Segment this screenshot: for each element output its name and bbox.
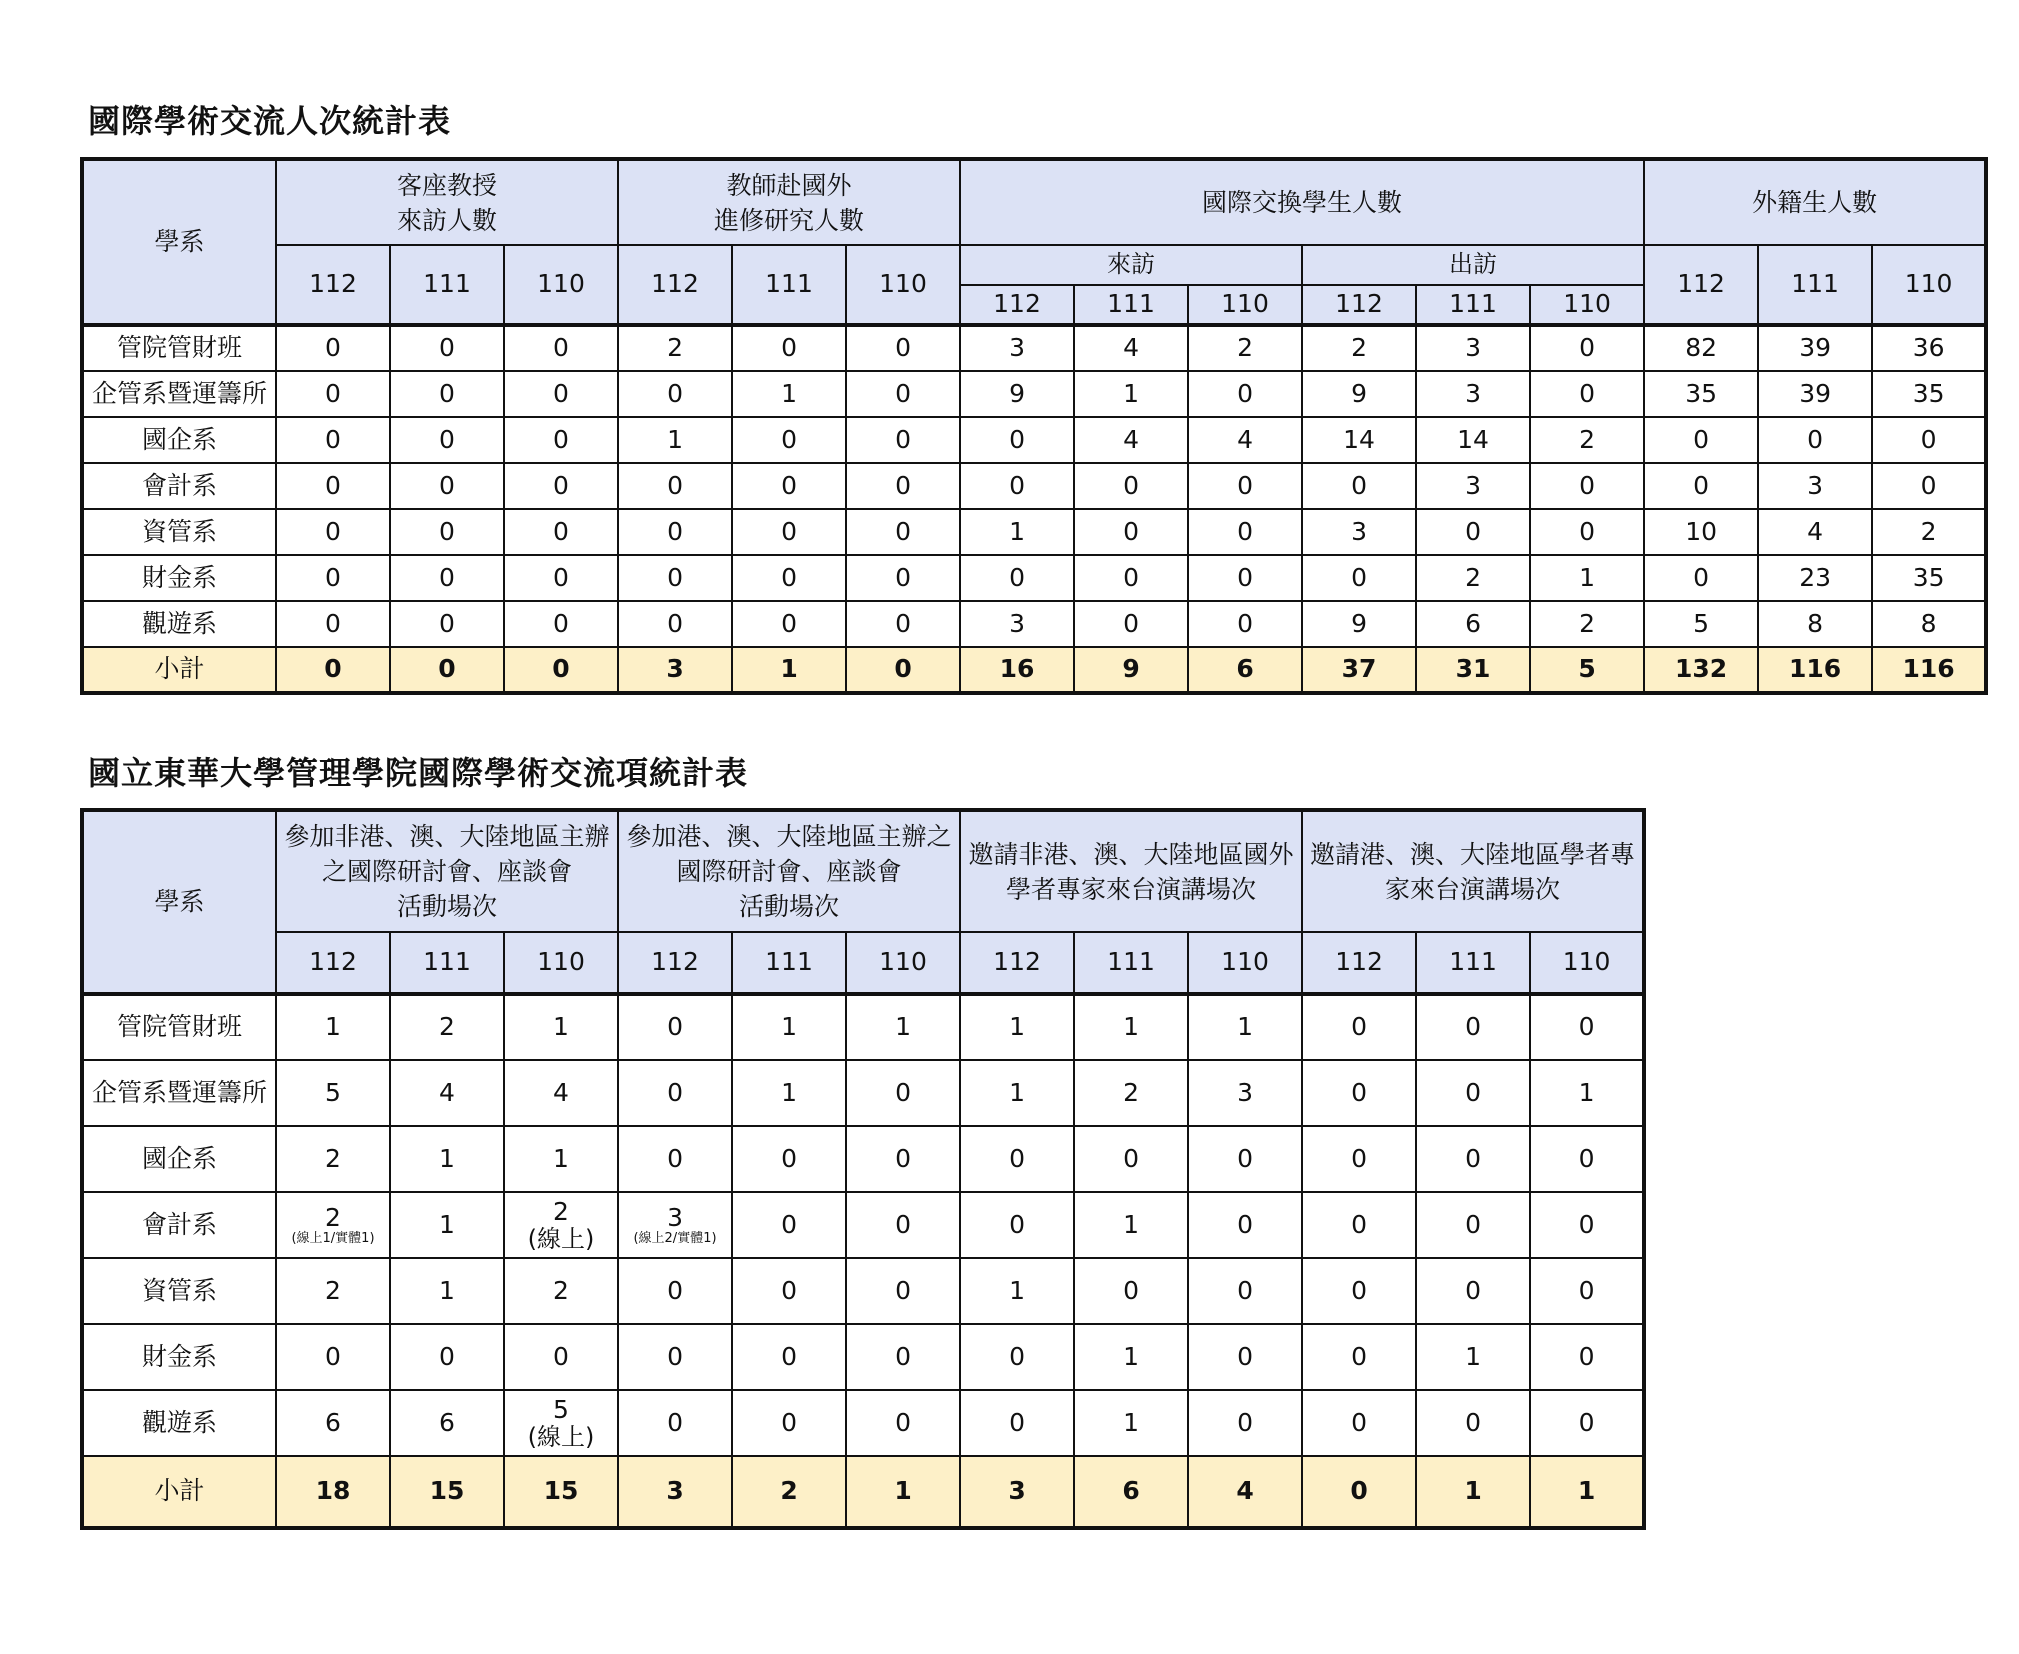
value-cell: 1 xyxy=(1416,1324,1530,1390)
dept-cell: 管院管財班 xyxy=(82,994,276,1060)
dept-cell: 會計系 xyxy=(82,463,276,509)
year-header: 110 xyxy=(504,932,618,994)
value-cell: 0 xyxy=(1302,994,1416,1060)
value-cell: 0 xyxy=(1188,463,1302,509)
total-cell: 0 xyxy=(846,647,960,693)
value-cell: 0 xyxy=(732,601,846,647)
value-cell: 0 xyxy=(390,555,504,601)
subgroup-header: 出訪 xyxy=(1302,245,1644,285)
value-cell: 0 xyxy=(960,417,1074,463)
value-cell: 0 xyxy=(846,555,960,601)
value-note: (線上2/實體1) xyxy=(633,1230,717,1246)
value-cell: 0 xyxy=(1302,1192,1416,1258)
total-cell: 18 xyxy=(276,1456,390,1528)
value-cell: 0 xyxy=(390,601,504,647)
value-cell: 0 xyxy=(1302,1324,1416,1390)
value-cell: 0 xyxy=(1416,1060,1530,1126)
total-cell: 0 xyxy=(276,647,390,693)
value-cell: 0 xyxy=(618,601,732,647)
value-cell: 0 xyxy=(618,1258,732,1324)
year-header: 111 xyxy=(1074,932,1188,994)
group-header: 國際交換學生人數 xyxy=(960,159,1644,245)
value-cell: 0 xyxy=(1530,1126,1644,1192)
value-cell: 1 xyxy=(390,1258,504,1324)
value-cell: 3 xyxy=(1416,463,1530,509)
table-row xyxy=(82,555,1986,601)
value-cell: 23 xyxy=(1758,555,1872,601)
value-cell: 0 xyxy=(1530,371,1644,417)
year-header: 110 xyxy=(504,245,618,325)
value-cell: 5 xyxy=(276,1060,390,1126)
value-cell: 0 xyxy=(1758,417,1872,463)
value-cell: 3 xyxy=(960,601,1074,647)
total-cell: 6 xyxy=(1074,1456,1188,1528)
subgroup-header: 來訪 xyxy=(960,245,1302,285)
total-cell: 5 xyxy=(1530,647,1644,693)
value-cell: 0 xyxy=(960,555,1074,601)
value-cell: 0 xyxy=(1188,1258,1302,1324)
year-header: 112 xyxy=(960,932,1074,994)
value-cell: 0 xyxy=(504,325,618,371)
value-cell: 1 xyxy=(960,1060,1074,1126)
value-cell: 0 xyxy=(1644,555,1758,601)
total-label: 小計 xyxy=(82,1456,276,1528)
value-cell: 0 xyxy=(846,417,960,463)
value-cell: 0 xyxy=(846,371,960,417)
year-header: 112 xyxy=(1302,285,1416,325)
value-cell: 9 xyxy=(1302,371,1416,417)
year-header: 112 xyxy=(1302,932,1416,994)
table-row xyxy=(82,1060,1644,1126)
dept-cell: 管院管財班 xyxy=(82,325,276,371)
value-cell: 3 xyxy=(1416,325,1530,371)
value-cell: 0 xyxy=(1188,1126,1302,1192)
value-cell: 0 xyxy=(276,417,390,463)
value-cell: 0 xyxy=(1302,463,1416,509)
total-cell: 16 xyxy=(960,647,1074,693)
total-label: 小計 xyxy=(82,647,276,693)
value-cell xyxy=(504,1390,618,1456)
value-cell: 0 xyxy=(504,555,618,601)
year-header: 110 xyxy=(1530,285,1644,325)
table-row xyxy=(82,1258,1644,1324)
table-row xyxy=(82,1192,1644,1258)
value-cell: 0 xyxy=(846,1126,960,1192)
table-row xyxy=(82,371,1986,417)
group-header: 邀請非港、澳、大陸地區國外 學者專家來台演講場次 xyxy=(960,810,1302,932)
total-cell: 0 xyxy=(1302,1456,1416,1528)
year-header: 110 xyxy=(1188,932,1302,994)
value-text: 2 xyxy=(325,1203,341,1233)
value-cell: 1 xyxy=(1188,994,1302,1060)
value-cell: 0 xyxy=(1188,509,1302,555)
dept-cell: 財金系 xyxy=(82,555,276,601)
year-header: 110 xyxy=(846,932,960,994)
value-cell: 1 xyxy=(1074,371,1188,417)
value-cell: 0 xyxy=(1188,371,1302,417)
value-cell: 9 xyxy=(960,371,1074,417)
value-cell: 0 xyxy=(960,463,1074,509)
value-cell: 0 xyxy=(1302,1258,1416,1324)
value-cell: 0 xyxy=(732,1258,846,1324)
value-cell: 0 xyxy=(960,1390,1074,1456)
year-header: 112 xyxy=(276,932,390,994)
total-cell: 116 xyxy=(1872,647,1986,693)
value-cell: 6 xyxy=(276,1390,390,1456)
value-cell: 0 xyxy=(276,555,390,601)
year-header: 110 xyxy=(846,245,960,325)
value-cell: 1 xyxy=(390,1192,504,1258)
value-cell: 35 xyxy=(1872,555,1986,601)
value-cell: 0 xyxy=(1872,417,1986,463)
value-text: 5 xyxy=(553,1395,569,1425)
value-cell: 0 xyxy=(1416,1192,1530,1258)
value-cell xyxy=(618,1192,732,1258)
value-cell: 0 xyxy=(276,509,390,555)
value-cell: 0 xyxy=(618,555,732,601)
group-header: 客座教授 來訪人數 xyxy=(276,159,618,245)
value-cell: 0 xyxy=(390,417,504,463)
value-cell: 1 xyxy=(1074,1324,1188,1390)
table-row xyxy=(82,1126,1644,1192)
value-cell: 0 xyxy=(1188,1192,1302,1258)
total-row xyxy=(82,647,1986,693)
total-cell: 31 xyxy=(1416,647,1530,693)
value-cell: 0 xyxy=(1530,994,1644,1060)
total-cell: 37 xyxy=(1302,647,1416,693)
value-cell: 3 xyxy=(1302,509,1416,555)
value-cell: 0 xyxy=(1074,601,1188,647)
value-cell: 6 xyxy=(1416,601,1530,647)
value-cell: 0 xyxy=(618,1390,732,1456)
year-header: 112 xyxy=(618,932,732,994)
value-cell: 2 xyxy=(276,1126,390,1192)
value-cell: 2 xyxy=(1530,601,1644,647)
activity-count-table xyxy=(80,808,1646,1530)
value-cell: 0 xyxy=(504,371,618,417)
value-cell: 0 xyxy=(390,1324,504,1390)
total-row xyxy=(82,1456,1644,1528)
total-cell: 3 xyxy=(618,1456,732,1528)
value-cell: 0 xyxy=(732,509,846,555)
value-cell: 0 xyxy=(1188,1390,1302,1456)
year-header: 110 xyxy=(1530,932,1644,994)
value-cell xyxy=(504,1192,618,1258)
value-cell: 2 xyxy=(1188,325,1302,371)
value-cell: 14 xyxy=(1416,417,1530,463)
dept-header: 學系 xyxy=(82,159,276,325)
total-cell: 15 xyxy=(504,1456,618,1528)
value-cell: 0 xyxy=(276,601,390,647)
value-cell: 1 xyxy=(732,994,846,1060)
value-cell: 0 xyxy=(1188,555,1302,601)
total-cell: 116 xyxy=(1758,647,1872,693)
dept-cell: 資管系 xyxy=(82,509,276,555)
group-header: 參加港、澳、大陸地區主辦之 國際研討會、座談會 活動場次 xyxy=(618,810,960,932)
value-text: 2 xyxy=(553,1197,569,1227)
dept-cell: 觀遊系 xyxy=(82,601,276,647)
value-cell: 3 xyxy=(1188,1060,1302,1126)
value-cell: 0 xyxy=(846,509,960,555)
dept-header: 學系 xyxy=(82,810,276,994)
total-cell: 3 xyxy=(960,1456,1074,1528)
value-cell: 2 xyxy=(1872,509,1986,555)
group-header: 外籍生人數 xyxy=(1644,159,1986,245)
year-header: 111 xyxy=(390,245,504,325)
value-cell: 35 xyxy=(1872,371,1986,417)
value-cell: 0 xyxy=(732,1192,846,1258)
year-header: 111 xyxy=(732,245,846,325)
year-header: 111 xyxy=(390,932,504,994)
value-cell: 0 xyxy=(618,994,732,1060)
dept-cell: 觀遊系 xyxy=(82,1390,276,1456)
table-row xyxy=(82,1324,1644,1390)
group-header: 邀請港、澳、大陸地區學者專 家來台演講場次 xyxy=(1302,810,1644,932)
value-cell: 4 xyxy=(1758,509,1872,555)
table2-title: 國立東華大學管理學院國際學術交流項統計表 xyxy=(88,754,749,792)
dept-cell: 會計系 xyxy=(82,1192,276,1258)
value-text: 3 xyxy=(667,1203,683,1233)
total-cell: 1 xyxy=(1530,1456,1644,1528)
value-cell: 0 xyxy=(1644,463,1758,509)
value-cell: 0 xyxy=(1530,509,1644,555)
value-cell: 0 xyxy=(1530,325,1644,371)
value-cell: 0 xyxy=(1416,509,1530,555)
value-cell: 0 xyxy=(504,601,618,647)
value-cell: 0 xyxy=(846,1390,960,1456)
dept-cell: 國企系 xyxy=(82,1126,276,1192)
year-header: 111 xyxy=(1074,285,1188,325)
table1-title: 國際學術交流人次統計表 xyxy=(88,102,452,140)
value-cell: 4 xyxy=(390,1060,504,1126)
value-cell: 0 xyxy=(618,1126,732,1192)
value-cell: 0 xyxy=(276,1324,390,1390)
value-cell: 39 xyxy=(1758,371,1872,417)
value-note: (線上) xyxy=(527,1224,595,1253)
dept-cell: 財金系 xyxy=(82,1324,276,1390)
value-cell: 0 xyxy=(1644,417,1758,463)
value-cell: 3 xyxy=(1758,463,1872,509)
table-row xyxy=(82,509,1986,555)
dept-cell: 企管系暨運籌所 xyxy=(82,371,276,417)
table-row xyxy=(82,601,1986,647)
value-cell: 35 xyxy=(1644,371,1758,417)
value-cell: 0 xyxy=(276,325,390,371)
value-cell: 1 xyxy=(618,417,732,463)
value-note: (線上) xyxy=(527,1422,595,1451)
value-cell: 0 xyxy=(504,509,618,555)
value-cell: 0 xyxy=(1416,1258,1530,1324)
value-cell: 36 xyxy=(1872,325,1986,371)
value-cell: 1 xyxy=(960,509,1074,555)
value-cell: 0 xyxy=(1074,463,1188,509)
value-cell: 2 xyxy=(504,1258,618,1324)
value-cell: 3 xyxy=(960,325,1074,371)
total-cell: 9 xyxy=(1074,647,1188,693)
table-row xyxy=(82,1390,1644,1456)
value-cell: 4 xyxy=(1074,325,1188,371)
value-cell: 0 xyxy=(390,463,504,509)
value-cell: 0 xyxy=(1074,555,1188,601)
value-cell: 0 xyxy=(732,1390,846,1456)
value-cell: 14 xyxy=(1302,417,1416,463)
total-cell: 0 xyxy=(504,647,618,693)
total-cell: 6 xyxy=(1188,647,1302,693)
value-cell: 1 xyxy=(504,1126,618,1192)
total-cell: 132 xyxy=(1644,647,1758,693)
value-cell xyxy=(276,1192,390,1258)
value-cell: 0 xyxy=(1074,509,1188,555)
value-cell: 0 xyxy=(1416,1126,1530,1192)
value-cell: 1 xyxy=(1074,1192,1188,1258)
value-cell: 1 xyxy=(1074,1390,1188,1456)
dept-cell: 國企系 xyxy=(82,417,276,463)
dept-cell: 資管系 xyxy=(82,1258,276,1324)
value-cell: 82 xyxy=(1644,325,1758,371)
value-cell: 0 xyxy=(390,325,504,371)
value-cell: 0 xyxy=(846,463,960,509)
dept-cell: 企管系暨運籌所 xyxy=(82,1060,276,1126)
value-cell: 0 xyxy=(846,1060,960,1126)
value-cell: 0 xyxy=(1872,463,1986,509)
value-cell: 5 xyxy=(1644,601,1758,647)
total-cell: 4 xyxy=(1188,1456,1302,1528)
value-cell: 8 xyxy=(1758,601,1872,647)
year-header: 112 xyxy=(960,285,1074,325)
value-cell: 39 xyxy=(1758,325,1872,371)
total-cell: 0 xyxy=(390,647,504,693)
value-cell: 1 xyxy=(1530,1060,1644,1126)
value-cell: 0 xyxy=(390,371,504,417)
group-header: 參加非港、澳、大陸地區主辦 之國際研討會、座談會 活動場次 xyxy=(276,810,618,932)
value-cell: 2 xyxy=(1530,417,1644,463)
value-cell: 1 xyxy=(390,1126,504,1192)
value-cell: 0 xyxy=(276,371,390,417)
value-cell: 0 xyxy=(276,463,390,509)
table-row xyxy=(82,325,1986,371)
value-note: (線上1/實體1) xyxy=(291,1230,375,1246)
year-header: 110 xyxy=(1872,245,1986,325)
value-cell: 0 xyxy=(504,463,618,509)
value-cell: 0 xyxy=(732,1126,846,1192)
value-cell: 0 xyxy=(960,1324,1074,1390)
value-cell: 1 xyxy=(504,994,618,1060)
value-cell: 0 xyxy=(390,509,504,555)
value-cell: 0 xyxy=(618,463,732,509)
value-cell: 0 xyxy=(1302,555,1416,601)
value-cell: 0 xyxy=(504,1324,618,1390)
year-header: 112 xyxy=(276,245,390,325)
value-cell: 0 xyxy=(1416,994,1530,1060)
value-cell: 0 xyxy=(1530,1390,1644,1456)
value-cell: 9 xyxy=(1302,601,1416,647)
total-cell: 3 xyxy=(618,647,732,693)
value-cell: 2 xyxy=(1302,325,1416,371)
value-cell: 0 xyxy=(732,555,846,601)
value-cell: 0 xyxy=(732,325,846,371)
value-cell: 0 xyxy=(1302,1060,1416,1126)
value-cell: 0 xyxy=(846,325,960,371)
table-row xyxy=(82,417,1986,463)
value-cell: 0 xyxy=(1074,1258,1188,1324)
total-cell: 1 xyxy=(732,647,846,693)
value-cell: 1 xyxy=(846,994,960,1060)
value-cell: 8 xyxy=(1872,601,1986,647)
value-cell: 0 xyxy=(1188,601,1302,647)
value-cell: 4 xyxy=(1188,417,1302,463)
group-header: 教師赴國外 進修研究人數 xyxy=(618,159,960,245)
value-cell: 4 xyxy=(504,1060,618,1126)
value-cell: 0 xyxy=(618,371,732,417)
year-header: 111 xyxy=(1758,245,1872,325)
table-row xyxy=(82,994,1644,1060)
value-cell: 0 xyxy=(618,509,732,555)
value-cell: 1 xyxy=(960,994,1074,1060)
value-cell: 0 xyxy=(504,417,618,463)
total-cell: 15 xyxy=(390,1456,504,1528)
total-cell: 2 xyxy=(732,1456,846,1528)
value-cell: 0 xyxy=(732,1324,846,1390)
value-cell: 0 xyxy=(1416,1390,1530,1456)
value-cell: 6 xyxy=(390,1390,504,1456)
value-cell: 1 xyxy=(732,1060,846,1126)
value-cell: 4 xyxy=(1074,417,1188,463)
value-cell: 0 xyxy=(1302,1126,1416,1192)
value-cell: 0 xyxy=(1188,1324,1302,1390)
value-cell: 2 xyxy=(1074,1060,1188,1126)
year-header: 111 xyxy=(1416,285,1530,325)
value-cell: 1 xyxy=(960,1258,1074,1324)
value-cell: 2 xyxy=(276,1258,390,1324)
value-cell: 0 xyxy=(1530,1324,1644,1390)
value-cell: 0 xyxy=(732,417,846,463)
value-cell: 0 xyxy=(1302,1390,1416,1456)
value-cell: 1 xyxy=(732,371,846,417)
value-cell: 0 xyxy=(846,1324,960,1390)
value-cell: 1 xyxy=(276,994,390,1060)
value-cell: 0 xyxy=(846,1192,960,1258)
value-cell: 0 xyxy=(1530,1258,1644,1324)
total-cell: 1 xyxy=(1416,1456,1530,1528)
value-cell: 0 xyxy=(846,601,960,647)
value-cell: 0 xyxy=(732,463,846,509)
value-cell: 1 xyxy=(1074,994,1188,1060)
table-row xyxy=(82,463,1986,509)
value-cell: 10 xyxy=(1644,509,1758,555)
value-cell: 0 xyxy=(1074,1126,1188,1192)
value-cell: 0 xyxy=(960,1192,1074,1258)
value-cell: 2 xyxy=(390,994,504,1060)
value-cell: 0 xyxy=(618,1060,732,1126)
value-cell: 0 xyxy=(618,1324,732,1390)
value-cell: 0 xyxy=(846,1258,960,1324)
year-header: 112 xyxy=(618,245,732,325)
year-header: 112 xyxy=(1644,245,1758,325)
year-header: 111 xyxy=(732,932,846,994)
value-cell: 0 xyxy=(1530,463,1644,509)
year-header: 110 xyxy=(1188,285,1302,325)
value-cell: 3 xyxy=(1416,371,1530,417)
value-cell: 2 xyxy=(618,325,732,371)
exchange-count-table xyxy=(80,157,1988,695)
value-cell: 2 xyxy=(1416,555,1530,601)
total-cell: 1 xyxy=(846,1456,960,1528)
value-cell: 1 xyxy=(1530,555,1644,601)
value-cell: 0 xyxy=(1530,1192,1644,1258)
year-header: 111 xyxy=(1416,932,1530,994)
value-cell: 0 xyxy=(960,1126,1074,1192)
